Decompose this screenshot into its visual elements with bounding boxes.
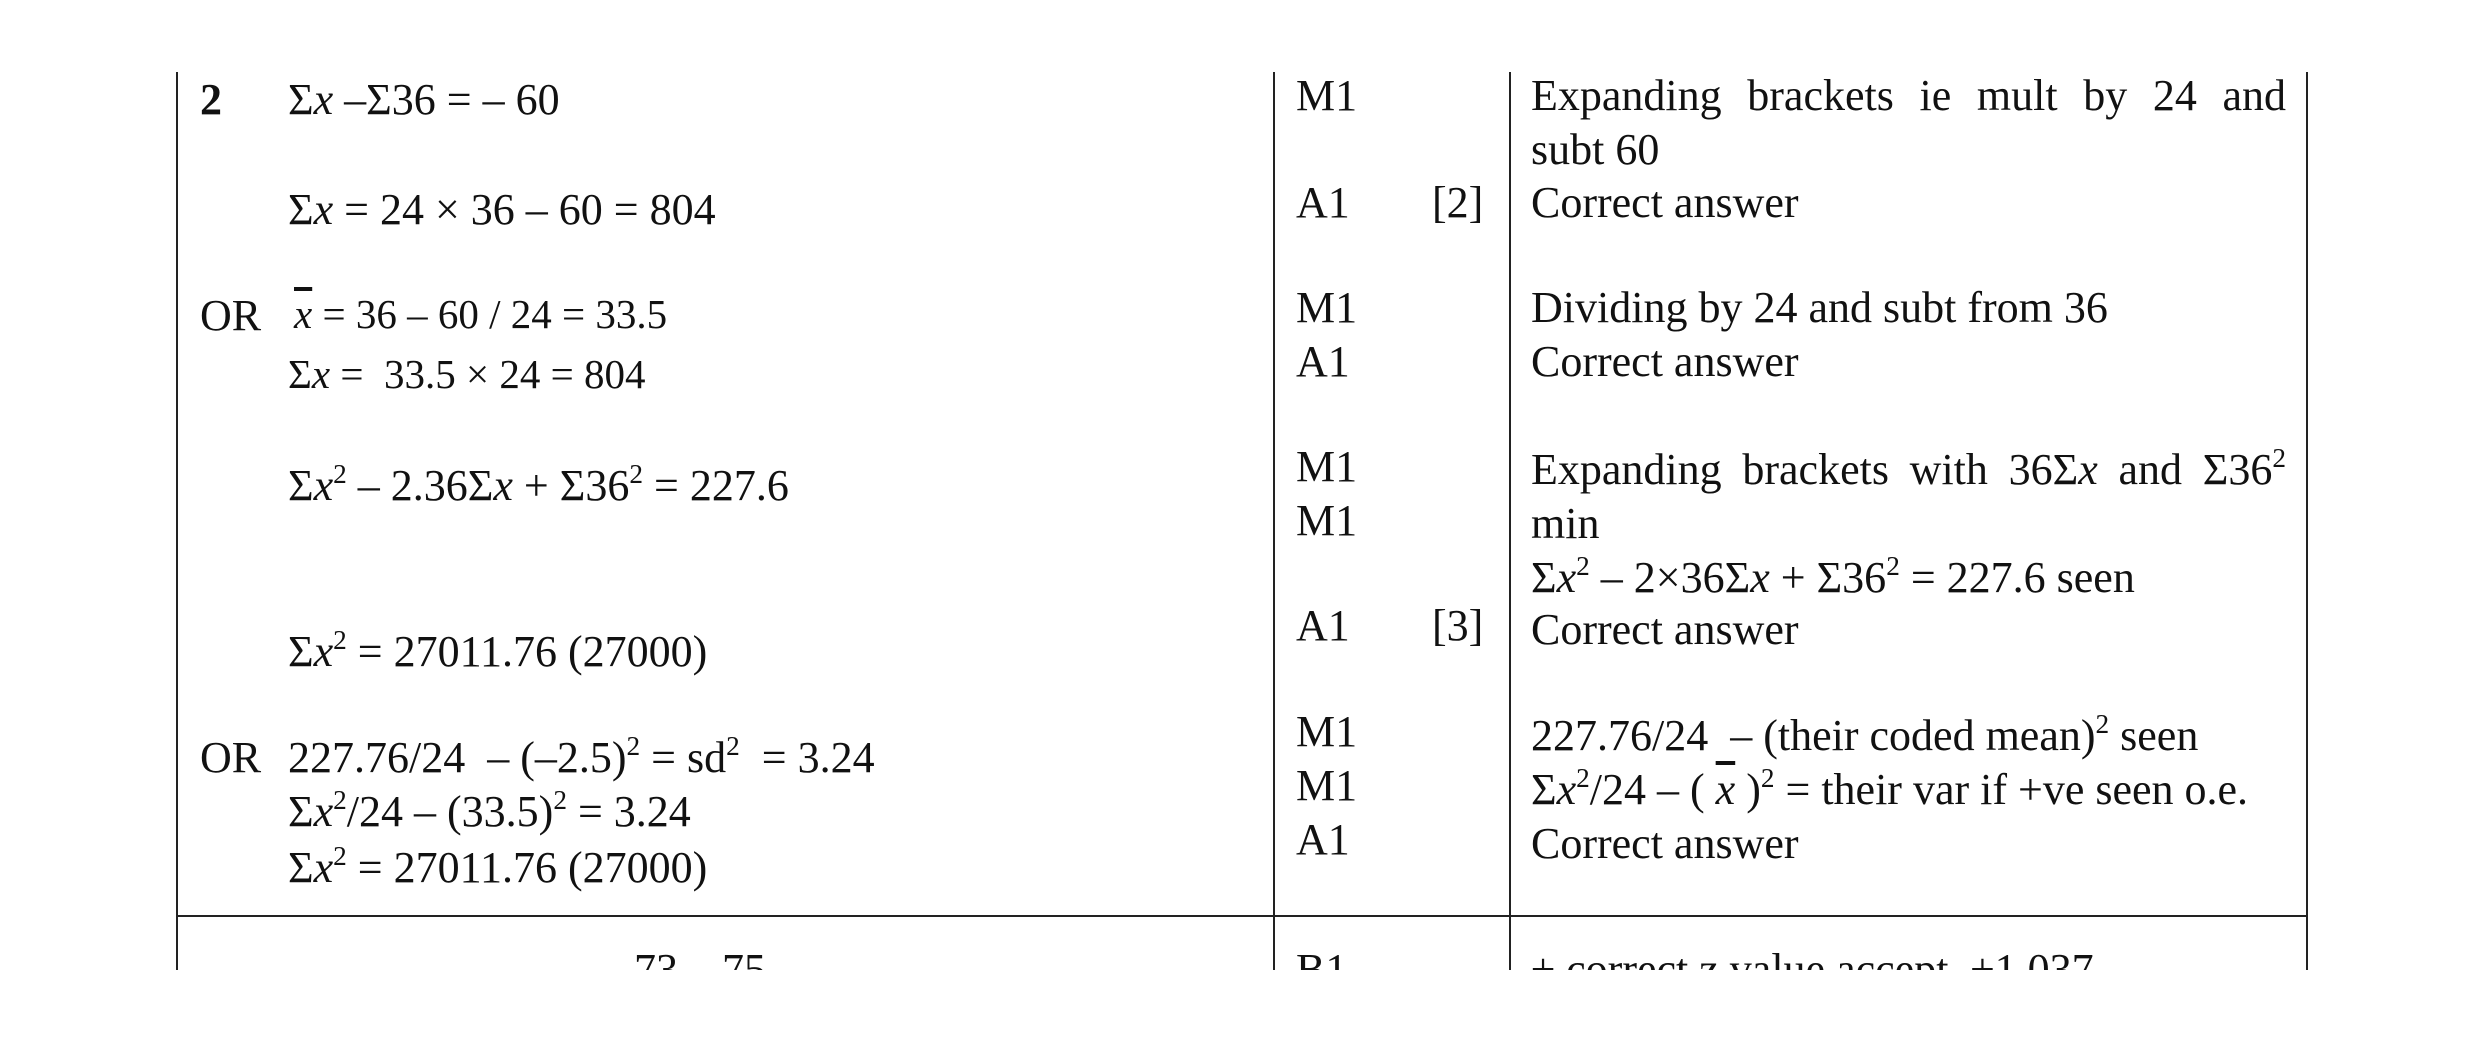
- row-divider: [176, 915, 2308, 917]
- working-line-5: $\Sigma x^2 - 2.36\Sigma x + \Sigma 36^2 = 227.6$: [288, 459, 789, 510]
- guidance-line-12: Correct answer: [1531, 819, 1799, 868]
- guidance-line-8: $\Sigma x^2 - 2\times 36\Sigma x + \Sigma 36^2 = 227.6$ seen: [1531, 551, 2135, 602]
- guidance-line-6: Expanding brackets with 36Σx and $\Sigma 36^2$: [1531, 443, 2286, 494]
- or-label-2: OR: [200, 733, 262, 782]
- mark-4: A1: [1296, 337, 1350, 386]
- bottom-crop: [0, 970, 2480, 1042]
- column-divider-guidance: [1509, 72, 1511, 970]
- guidance-line-9: Correct answer: [1531, 605, 1799, 654]
- mark-2: A1: [1296, 178, 1350, 227]
- mark-9: M1: [1296, 761, 1358, 810]
- working-line-4: Σx = 33.5 × 24 = 804: [288, 351, 646, 397]
- mark-8: M1: [1296, 707, 1358, 756]
- working-line-1: Σx –Σ36 = – 60: [288, 75, 560, 124]
- working-line-3: $\overline{x} = 36 - 60 / 24 = 33.5$: [294, 291, 668, 337]
- working-line-8: $\Sigma x^2/24 - (33.5)^2 = 3.24$: [288, 785, 691, 836]
- guidance-line-1: Expanding brackets ie mult by 24 and: [1531, 71, 2286, 120]
- mark-total-2: [3]: [1432, 601, 1484, 650]
- guidance-line-10: 227.76/24 – (their coded mean)$^2$ seen: [1531, 709, 2199, 760]
- guidance-line-11: $\Sigma x^2/24$ – ( $\overline{x}$ )$^2$ = their var if +ve seen o.e.: [1531, 763, 2249, 814]
- working-line-9: $\Sigma x^2 = 27011.76$ (27000): [288, 841, 708, 892]
- mark-10: A1: [1296, 815, 1350, 864]
- mark-3: M1: [1296, 283, 1358, 332]
- guidance-line-3: Correct answer: [1531, 178, 1799, 227]
- working-line-2: Σx = 24 × 36 – 60 = 804: [288, 185, 716, 234]
- mark-1: M1: [1296, 71, 1358, 120]
- mark-total-1: [2]: [1432, 178, 1484, 227]
- guidance-line-5: Correct answer: [1531, 337, 1799, 386]
- table-left-border: [176, 72, 178, 970]
- mark-6: M1: [1296, 496, 1358, 545]
- mark-5: M1: [1296, 442, 1358, 491]
- question-number: 2: [200, 75, 222, 124]
- working-line-7: $227.76/24 - (-2.5)^2 = sd^2 = 3.24$: [288, 731, 875, 782]
- guidance-line-4: Dividing by 24 and subt from 36: [1531, 283, 2108, 332]
- mark-7: A1: [1296, 601, 1350, 650]
- or-label-1: OR: [200, 291, 262, 340]
- column-divider-marks: [1273, 72, 1275, 970]
- table-right-border: [2306, 72, 2308, 970]
- guidance-line-2: subt 60: [1531, 125, 1660, 174]
- working-line-6: $\Sigma x^2 = 27011.76$ (27000): [288, 625, 708, 676]
- guidance-line-7: min: [1531, 499, 1600, 548]
